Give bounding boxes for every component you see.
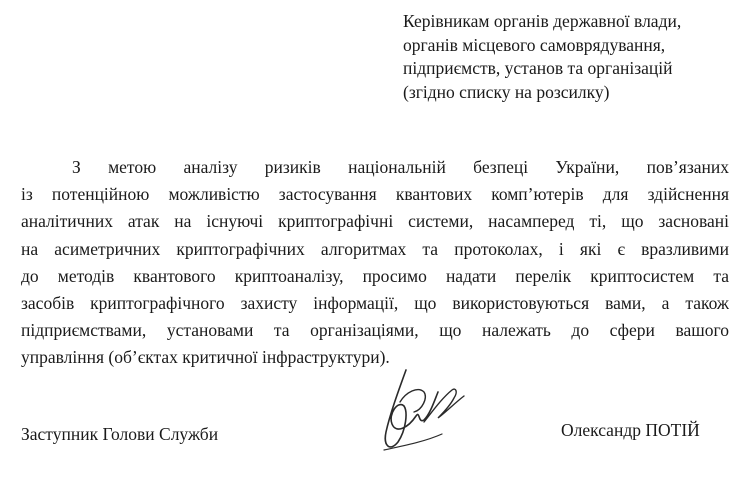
signatory-title: Заступник Голови Служби (21, 424, 219, 444)
body-line: аналітичних атак на існуючі криптографічні системи, насамперед ті, що засновані (21, 211, 729, 232)
addressee-line: підприємств, установ та організацій (403, 58, 673, 78)
body-line: на асиметричних криптографічних алгоритмах та протоколах, і які є вразливими (21, 238, 729, 259)
body-line: із потенційною можливістю застосування квантових комп’ютерів для здійснення (21, 184, 729, 205)
handwritten-signature (372, 362, 472, 462)
addressee-block (403, 10, 733, 104)
signatory-name: Олександр ПОТІЙ (561, 420, 700, 440)
body-line: до методів квантового криптоаналізу, просимо надати перелік криптосистем та (21, 265, 729, 286)
body-line: засобів криптографічного захисту інформації, що використовуються вами, а також (21, 293, 729, 314)
body-line: З метою аналізу ризиків національній безпеці України, пов’язаних (72, 157, 729, 177)
body-line: управління (об’єктах критичної інфраструктури). (21, 347, 390, 368)
addressee-line: органів місцевого самоврядування, (403, 34, 666, 55)
addressee-line: (згідно списку на розсилку) (403, 81, 610, 102)
body-line: підприємствами, установами та організаціями, що належать до сфери вашого (21, 320, 729, 341)
addressee-line: Керівникам органів державної влади, (403, 11, 682, 31)
letter-body (21, 154, 729, 372)
